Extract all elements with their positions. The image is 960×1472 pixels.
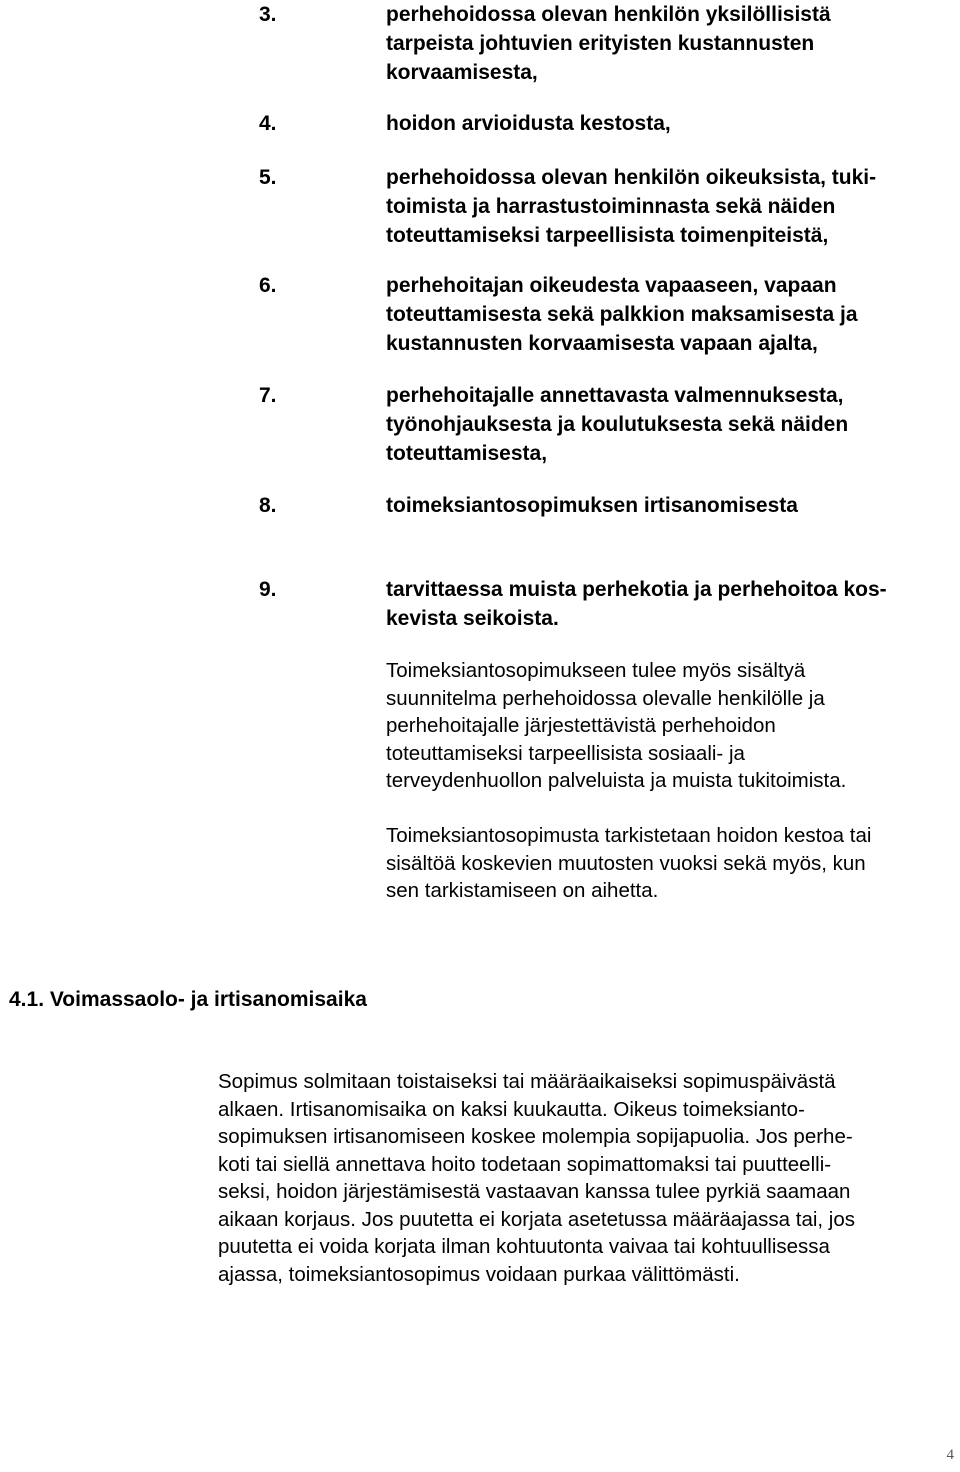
section-heading: 4.1. Voimassaolo- ja irtisanomisaika <box>9 988 367 1011</box>
list-item-7 <box>259 381 949 468</box>
list-item-4 <box>259 109 949 138</box>
page-number: 4 <box>946 1447 954 1463</box>
list-item-text: perhehoitajalle annettavasta valmennuksesta, työnohjauksesta ja koulutuksesta sekä näiden toteuttamisesta, <box>386 384 849 465</box>
list-item-8 <box>259 491 949 520</box>
list-item-3 <box>259 0 949 87</box>
list-item-number: 4. <box>259 112 277 135</box>
list-item-9 <box>259 575 949 633</box>
list-item-text: perhehoidossa olevan henkilön oikeuksista, tuki- toimista ja harrastustoiminnasta sekä näiden toteuttamiseksi tarpeellisista toimenpiteistä, <box>386 166 877 247</box>
paragraph-review: Toimeksiantosopimusta tarkistetaan hoidon kestoa tai sisältöä koskevien muutosten vuoksi sekä myös, kun sen tarkistamiseen on aihetta. <box>386 824 872 902</box>
paragraph-plan: Toimeksiantosopimukseen tulee myös sisältyä suunnitelma perhehoidossa olevalle henkilölle ja perhehoitajalle järjestettävistä perhehoidon toteuttamiseksi tarpeellisista sosiaali- ja terveydenhuollon palveluista ja muista tukitoimista. <box>386 659 847 792</box>
section-body: Sopimus solmitaan toistaiseksi tai määräaikaiseksi sopimuspäivästä alkaen. Irtisanomisaika on kaksi kuukautta. Oikeus toimeksianto- sopimuksen irtisanomiseen koskee molempia sopijapuolia. Jos perhe- koti tai siellä annettava hoito todetaan sopimattomaksi tai puutteelli- seksi, hoidon järjestämisestä vastaavan kanssa tulee pyrkiä saamaan aikaan korjaus. Jos puutetta ei korjata asetetussa määräajassa tai, jos puutetta ei voida korjata ilman kohtuutonta vaivaa tai kohtuullisessa ajassa, toimeksiantosopimus voidaan purkaa välittömästi. <box>218 1070 855 1286</box>
list-item-number: 7. <box>259 384 277 407</box>
list-item-number: 9. <box>259 578 277 601</box>
list-item-number: 5. <box>259 166 277 189</box>
list-item-6 <box>259 271 949 358</box>
list-item-number: 6. <box>259 274 277 297</box>
list-item-text: toimeksiantosopimuksen irtisanomisesta <box>386 494 798 517</box>
list-item-text: perhehoidossa olevan henkilön yksilöllisistä tarpeista johtuvien erityisten kustannusten korvaamisesta, <box>386 3 831 84</box>
list-item-text: hoidon arvioidusta kestosta, <box>386 112 671 135</box>
list-item-text: tarvittaessa muista perhekotia ja perhehoitoa kos- kevista seikoista. <box>386 578 887 630</box>
list-item-number: 8. <box>259 494 277 517</box>
list-item-number: 3. <box>259 3 277 26</box>
list-item-5 <box>259 163 949 250</box>
list-item-text: perhehoitajan oikeudesta vapaaseen, vapaan toteuttamisesta sekä palkkion maksamisesta ja kustannusten korvaamisesta vapaan ajalta, <box>386 274 858 355</box>
